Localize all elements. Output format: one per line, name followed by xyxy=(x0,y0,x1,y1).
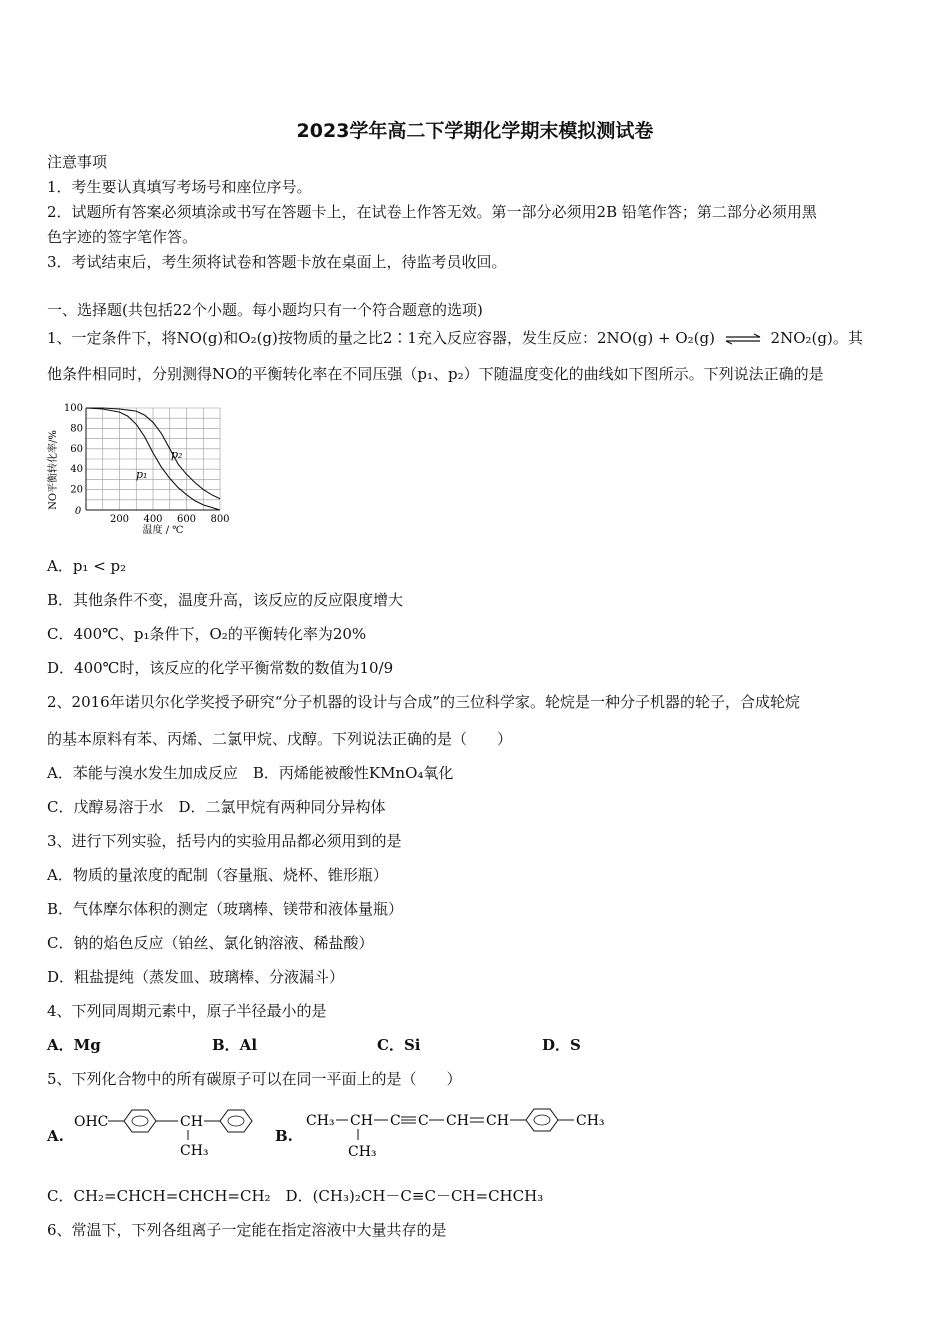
q1-option-b: B．其他条件不变，温度升高，该反应的反应限度增大 xyxy=(47,591,404,609)
section-heading: 一、选择题(共包括22个小题。每小题均只有一个符合题意的选项) xyxy=(47,301,483,319)
q4-option-b: B．Al xyxy=(212,1036,258,1054)
struct-b-ch3-right: CH₃ xyxy=(576,1113,605,1129)
notice-item: 2．试题所有答案必须填涂或书写在答题卡上，在试卷上作答无效。第一部分必须用2B 铅笔作答；第二部分必须用黑 xyxy=(47,203,817,221)
q4-option-d: D．S xyxy=(542,1036,581,1054)
q1-option-a: A．p₁ < p₂ xyxy=(47,557,127,575)
y-tick-label: 100 xyxy=(63,403,83,414)
question-1-stem-cont: 他条件相同时，分别测得NO的平衡转化率在不同压强（p₁、p₂）下随温度变化的曲线如下图所示。下列说法正确的是 xyxy=(47,365,824,383)
question-3-stem: 3、进行下列实验，括号内的实验用品都必须用到的是 xyxy=(47,832,402,850)
x-tick-label: 800 xyxy=(210,514,230,525)
struct-a-ch: CH xyxy=(180,1114,203,1130)
x-tick-label: 200 xyxy=(109,514,130,525)
y-tick-label: 80 xyxy=(70,423,83,435)
q3-option-d: D．粗盐提纯（蒸发皿、玻璃棒、分液漏斗） xyxy=(47,968,345,986)
x-tick-label: 600 xyxy=(176,514,197,525)
chart-grid xyxy=(86,408,220,510)
conversion-chart xyxy=(40,398,240,538)
chart-ticks xyxy=(64,403,230,525)
chart-x-label: 温度 / ℃ xyxy=(142,525,184,536)
question-2-stem: 2、2016年诺贝尔化学奖授予研究“分子机器的设计与合成”的三位科学家。轮烷是一种分子机器的轮子，合成轮烷 xyxy=(47,693,801,711)
q1-stem-part-b: 2NO₂(g)。其 xyxy=(770,329,863,347)
y-tick-label: 20 xyxy=(70,484,83,496)
notice-heading: 注意事项 xyxy=(47,153,108,171)
y-tick-label: 40 xyxy=(70,464,83,476)
structure-b xyxy=(300,1100,620,1160)
q2-options-row-1: A．苯能与溴水发生加成反应 B．丙烯能被酸性KMnO₄氧化 xyxy=(47,764,454,782)
struct-b-ch: CH xyxy=(350,1113,373,1129)
q1-option-c: C．400℃、p₁条件下，O₂的平衡转化率为20% xyxy=(47,625,367,643)
question-5-stem: 5、下列化合物中的所有碳原子可以在同一平面上的是（ ） xyxy=(47,1070,462,1088)
q5-label-b: B. xyxy=(275,1127,293,1145)
q3-option-c: C．钠的焰色反应（铂丝、氯化钠溶液、稀盐酸） xyxy=(47,934,374,952)
q5-label-a: A. xyxy=(47,1127,64,1145)
notice-item: 3．考试结束后，考生须将试卷和答题卡放在桌面上，待监考员收回。 xyxy=(47,253,507,271)
notice-item: 色字迹的签字笔作答。 xyxy=(47,228,198,246)
struct-a-ch3: CH₃ xyxy=(180,1143,209,1159)
q3-option-b: B．气体摩尔体积的测定（玻璃棒、镁带和液体量瓶） xyxy=(47,900,404,918)
struct-b-ch-b: CH xyxy=(486,1113,509,1129)
question-4-stem: 4、下列同周期元素中，原子半径最小的是 xyxy=(47,1002,327,1020)
q1-option-d: D．400℃时，该反应的化学平衡常数的数值为10/9 xyxy=(47,659,394,677)
q1-stem-part-a: 1、一定条件下，将NO(g)和O₂(g)按物质的量之比2∶1充入反应容器，发生反应：2NO(g) + O₂(g) xyxy=(47,329,715,347)
series-label-p1: p₁ xyxy=(136,468,148,481)
question-1-stem xyxy=(47,328,863,348)
struct-b-ch3-left: CH₃ xyxy=(306,1113,335,1129)
struct-b-ch-a: CH xyxy=(446,1113,469,1129)
equilibrium-arrow-icon xyxy=(724,333,762,345)
q3-option-a: A．物质的量浓度的配制（容量瓶、烧杯、锥形瓶） xyxy=(47,866,388,884)
x-tick-label: 0 xyxy=(74,506,82,517)
q5-options-row: C．CH₂=CHCH=CHCH=CH₂ D．(CH₃)₂CH－C≡C－CH=CHCH₃ xyxy=(47,1187,544,1205)
y-tick-label: 60 xyxy=(70,443,83,455)
page-title: 2023学年高二下学期化学期末模拟测试卷 xyxy=(296,120,654,142)
q4-option-c: C．Si xyxy=(377,1036,421,1054)
struct-b-c1: C xyxy=(390,1113,401,1129)
notice-item: 1．考生要认真填写考场号和座位序号。 xyxy=(47,178,312,196)
q4-option-a: A．Mg xyxy=(47,1036,101,1054)
question-6-stem: 6、常温下，下列各组离子一定能在指定溶液中大量共存的是 xyxy=(47,1221,447,1239)
series-label-p2: p₂ xyxy=(171,448,183,461)
structure-a xyxy=(72,1100,272,1160)
q2-options-row-2: C．戊醇易溶于水 D．二氯甲烷有两种同分异构体 xyxy=(47,798,386,816)
struct-b-c2: C xyxy=(418,1113,429,1129)
struct-a-ohc: OHC xyxy=(74,1114,109,1130)
struct-b-ch3-sub: CH₃ xyxy=(348,1144,377,1160)
x-tick-label: 400 xyxy=(143,514,163,525)
question-2-stem-cont: 的基本原料有苯、丙烯、二氯甲烷、戊醇。下列说法正确的是（ ） xyxy=(47,730,513,748)
chart-y-label: NO平衡转化率/% xyxy=(48,430,59,510)
